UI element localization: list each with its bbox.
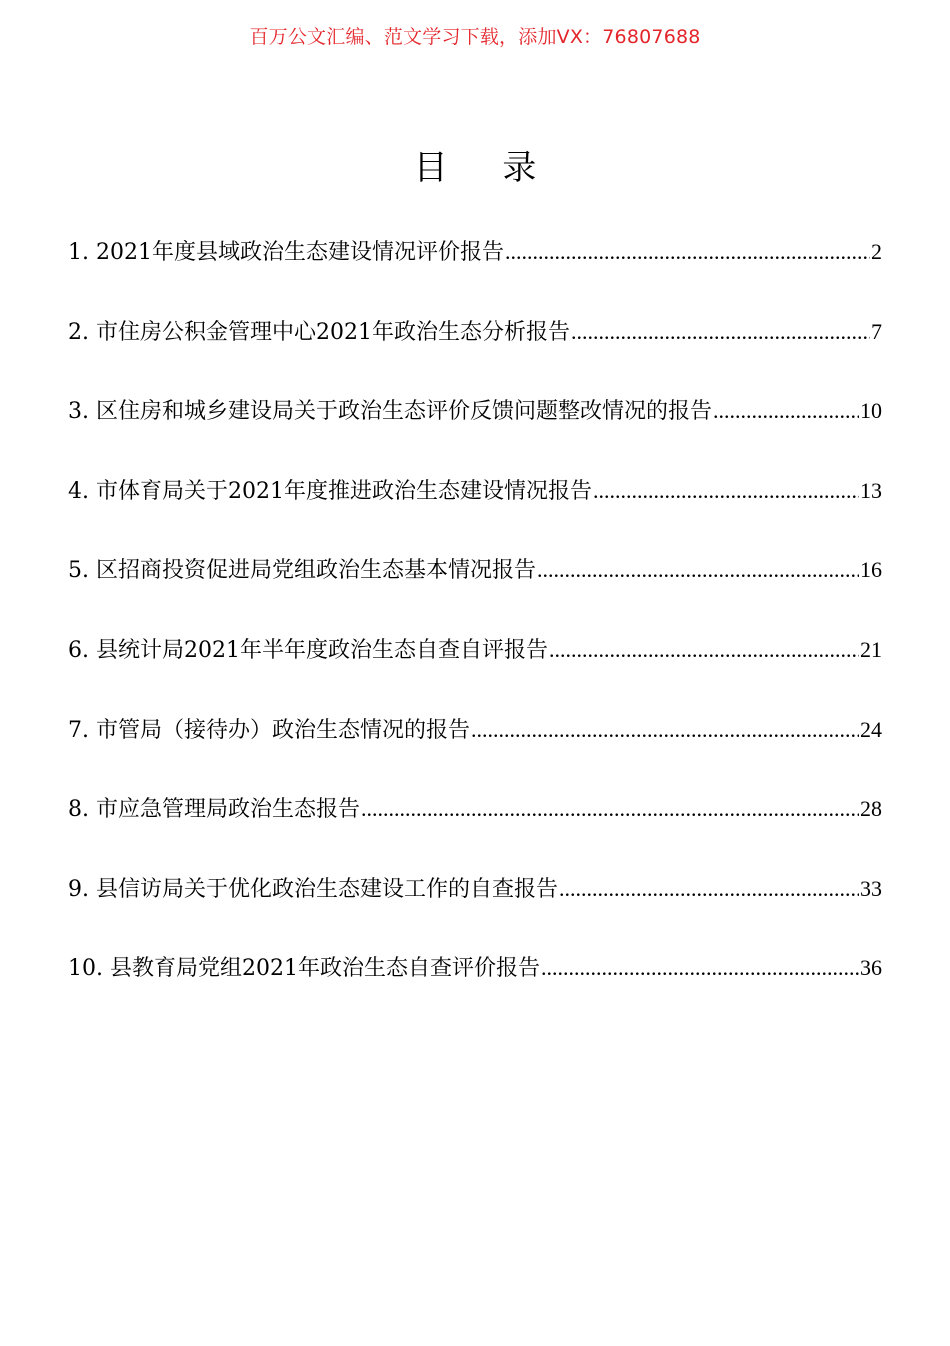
toc-entry-page: 2	[871, 239, 882, 264]
toc-dot-leader	[537, 550, 859, 590]
toc-entry-label: 10. 县教育局党组2021年政治生态自查评价报告	[68, 956, 540, 982]
toc-entry-label: 8. 市应急管理局政治生态报告	[68, 797, 360, 823]
toc-entry[interactable]	[68, 789, 882, 869]
toc-entry-page: 33	[860, 875, 882, 901]
toc-dot-leader	[571, 312, 870, 352]
toc-entry[interactable]	[68, 391, 882, 471]
toc-dot-leader	[505, 232, 870, 272]
toc-dot-leader	[593, 471, 859, 511]
toc-entry-page: 28	[860, 796, 882, 822]
toc-entry-page: 24	[860, 716, 882, 742]
toc-entry-page: 13	[860, 477, 882, 503]
toc-dot-leader	[471, 710, 859, 750]
header-promo-note: 百万公文汇编、范文学习下载，添加VX：76807688	[249, 26, 701, 48]
toc-entry[interactable]	[68, 232, 882, 312]
toc-entry-label: 4. 市体育局关于2021年度推进政治生态建设情况报告	[68, 478, 592, 504]
toc-entry-label: 1. 2021年度县域政治生态建设情况评价报告	[68, 240, 504, 265]
toc-entry[interactable]	[68, 630, 882, 710]
toc-entry-page: 10	[860, 398, 882, 424]
toc-entry-label: 2. 市住房公积金管理中心2021年政治生态分析报告	[68, 319, 570, 345]
toc-title: 目 录	[413, 148, 559, 188]
toc-entry-label: 7. 市管局（接待办）政治生态情况的报告	[68, 717, 470, 743]
toc-entry[interactable]	[68, 869, 882, 949]
toc-entry[interactable]	[68, 471, 882, 551]
toc-entry[interactable]	[68, 312, 882, 392]
toc-entry-label: 9. 县信访局关于优化政治生态建设工作的自查报告	[68, 876, 558, 902]
toc-list	[68, 232, 882, 1028]
toc-entry-page: 7	[871, 318, 882, 344]
toc-entry-label: 5. 区招商投资促进局党组政治生态基本情况报告	[68, 558, 536, 584]
toc-entry-page: 36	[860, 955, 882, 981]
toc-dot-leader	[559, 869, 859, 909]
toc-entry-page: 16	[860, 557, 882, 583]
toc-entry-label: 6. 县统计局2021年半年度政治生态自查自评报告	[68, 637, 548, 663]
toc-entry[interactable]	[68, 948, 882, 1028]
toc-dot-leader	[361, 789, 859, 829]
toc-dot-leader	[549, 630, 859, 670]
toc-entry[interactable]	[68, 710, 882, 790]
toc-dot-leader	[713, 391, 859, 431]
toc-entry-label: 3. 区住房和城乡建设局关于政治生态评价反馈问题整改情况的报告	[68, 399, 712, 425]
toc-entry-page: 21	[860, 636, 882, 662]
toc-dot-leader	[541, 948, 859, 988]
toc-entry[interactable]	[68, 550, 882, 630]
